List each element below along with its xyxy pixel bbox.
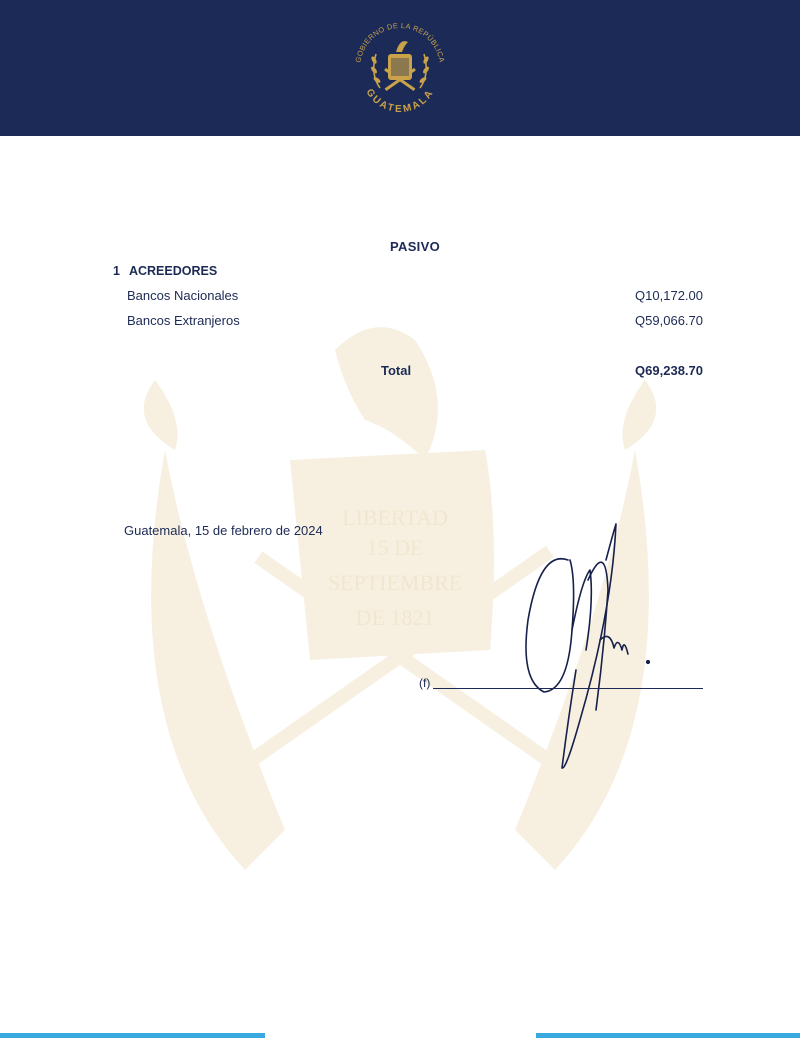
section-number: 1: [113, 264, 120, 278]
seal-text-top: GOBIERNO DE LA REPÚBLICA: [353, 20, 447, 64]
watermark-text-1: LIBERTAD: [342, 505, 448, 530]
seal-text-bottom: GUATEMALA: [363, 87, 437, 116]
svg-text:GUATEMALA: [364, 87, 437, 115]
place-date: Guatemala, 15 de febrero de 2024: [124, 523, 323, 538]
row-label-bancos-nacionales: Bancos Nacionales: [127, 288, 239, 303]
watermark-text-3: SEPTIEMBRE: [327, 570, 463, 595]
document-title: PASIVO: [390, 239, 440, 254]
row-value-bancos-extranjeros: Q59,066.70: [635, 313, 703, 328]
total-label: Total: [381, 363, 412, 378]
section-heading: [113, 264, 217, 278]
row-value-bancos-nacionales: Q10,172.00: [635, 288, 703, 303]
watermark-text-2: 15 DE: [366, 535, 424, 560]
footer-bar-left: [0, 1033, 265, 1038]
watermark-text-4: DE 1821: [355, 605, 435, 630]
footer-bar-right: [536, 1033, 800, 1038]
signature-line: [433, 688, 703, 689]
handwritten-signature: [510, 520, 670, 780]
header-banner: [0, 0, 800, 136]
section-label: ACREEDORES: [128, 264, 218, 278]
row-label-bancos-extranjeros: Bancos Extranjeros: [127, 313, 240, 328]
total-value: Q69,238.70: [635, 363, 703, 378]
signature-prefix: (f): [419, 676, 431, 690]
guatemala-seal-icon: [346, 14, 454, 122]
